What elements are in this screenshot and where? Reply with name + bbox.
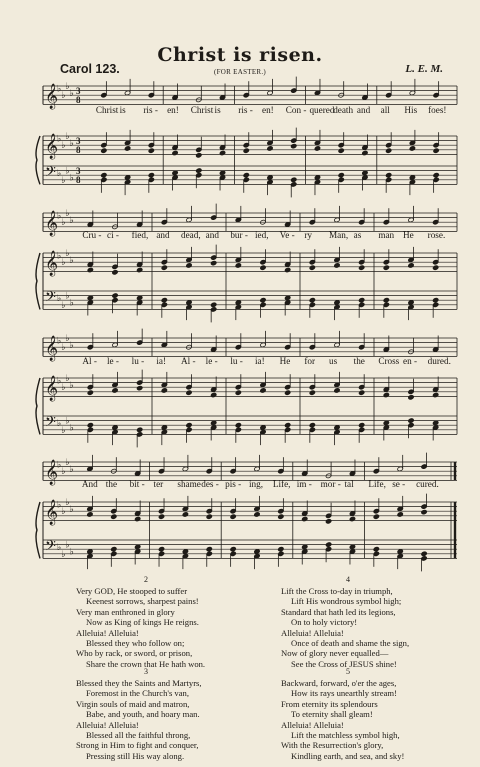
verse-line: Very GOD, He stooped to suffer <box>76 586 188 596</box>
lyric-syllable: fied, <box>131 230 149 240</box>
note-head <box>112 270 118 275</box>
lyric-syllable: en! <box>262 105 274 115</box>
note-head <box>358 390 364 395</box>
verse-3 <box>76 678 202 761</box>
flat-sign: ♭ <box>65 249 70 259</box>
note-head <box>278 546 284 551</box>
lyric-syllable: dured. <box>427 356 451 366</box>
verse-line: Keenest sorrows, sharpest pains! <box>86 596 199 607</box>
note-head <box>314 146 320 151</box>
note-head <box>186 422 192 427</box>
lyric-syllable: ia! <box>255 356 265 366</box>
flat-sign: ♭ <box>61 507 66 518</box>
clef-glyph: 𝄞 <box>45 460 59 485</box>
verse-4 <box>281 586 409 669</box>
flat-sign: ♭ <box>57 251 62 262</box>
flat-sign: ♭ <box>65 458 70 468</box>
note-head <box>111 514 117 519</box>
note-head <box>309 422 315 427</box>
flat-sign: ♭ <box>57 542 62 553</box>
verse-line: With the Resurrection's glory, <box>281 740 384 751</box>
note-head <box>421 551 427 556</box>
verse-line: On to holy victory! <box>291 617 358 628</box>
note-head <box>373 514 379 519</box>
clef-glyph: 𝄢 <box>45 164 56 184</box>
flat-sign: ♭ <box>65 540 70 551</box>
note-head <box>87 549 93 554</box>
note-head <box>334 388 340 393</box>
note-head <box>219 170 225 175</box>
note-head <box>291 177 297 182</box>
flat-sign: ♭ <box>61 467 66 478</box>
note-head <box>87 295 93 300</box>
note-head <box>161 297 167 302</box>
staff-brace <box>36 136 40 184</box>
time-signature-bottom: 8 <box>76 175 81 185</box>
flat-sign: ♭ <box>65 82 70 92</box>
note-head <box>148 148 154 153</box>
flat-sign: ♭ <box>57 336 62 347</box>
flat-sign: ♭ <box>61 549 66 560</box>
note-head <box>230 546 236 551</box>
note-head <box>338 148 344 153</box>
verse-line: Kindling earth, and sea, and sky! <box>291 750 405 761</box>
note-head <box>182 512 188 517</box>
lyric-syllable: quered <box>309 105 335 115</box>
lyric-syllable: Con - <box>285 105 307 115</box>
verse-line: Lift the Cross to-day in triumph, <box>281 586 393 596</box>
note-head <box>172 170 178 175</box>
note-head <box>383 297 389 302</box>
flat-sign: ♭ <box>65 291 70 302</box>
note-head <box>182 549 188 554</box>
note-head <box>325 519 331 524</box>
verse-line: Once of death and shame the sign, <box>291 638 410 649</box>
verse-line: Who by rack, or sword, or prison, <box>76 648 193 659</box>
note-head <box>161 425 167 430</box>
time-signature-top: 3 <box>76 86 81 96</box>
note-head <box>148 172 154 177</box>
note-head <box>284 422 290 427</box>
note-head <box>158 546 164 551</box>
lyric-syllable: foes! <box>428 105 447 115</box>
note-head <box>278 514 284 519</box>
flat-sign: ♭ <box>69 138 74 149</box>
time-signature-bottom: 8 <box>76 95 81 105</box>
flat-sign: ♭ <box>57 211 62 222</box>
note-head <box>408 395 414 400</box>
flat-sign: ♭ <box>61 175 66 186</box>
note-head <box>136 427 142 432</box>
note-head <box>254 512 260 517</box>
flat-sign: ♭ <box>65 334 70 344</box>
lyric-syllable: and <box>156 230 170 240</box>
flat-sign: ♭ <box>57 293 62 304</box>
verse-5 <box>281 678 404 761</box>
lyric-syllable: Man, <box>329 230 349 240</box>
note-head <box>254 549 260 554</box>
note-head <box>243 148 249 153</box>
lyric-syllable: all <box>380 105 390 115</box>
time-signature-top: 3 <box>76 136 81 146</box>
note-head <box>210 420 216 425</box>
note-head <box>260 388 266 393</box>
note-head <box>219 150 225 155</box>
lyric-syllable: Life, <box>368 479 386 489</box>
note-head <box>112 293 118 298</box>
note-head <box>362 170 368 175</box>
note-head <box>334 425 340 430</box>
note-head <box>161 388 167 393</box>
clef-glyph: 𝄞 <box>45 211 59 236</box>
note-head <box>397 512 403 517</box>
lyric-syllable: And <box>81 479 98 489</box>
lyric-syllable: His <box>404 105 418 115</box>
note-head <box>432 297 438 302</box>
verse-line: Lift His wondrous symbol high; <box>291 596 402 607</box>
note-head <box>349 516 355 521</box>
verse-line: Foremost in the Church's van, <box>86 688 189 699</box>
clef-glyph: 𝄢 <box>45 289 56 309</box>
verse-line: Now as King of kings He reigns. <box>86 617 199 628</box>
note-head <box>334 263 340 268</box>
flat-sign: ♭ <box>69 255 74 266</box>
flat-sign: ♭ <box>65 498 70 508</box>
lyric-syllable: tal <box>344 479 354 489</box>
note-head <box>112 388 118 393</box>
flat-sign: ♭ <box>61 258 66 269</box>
verse-line: Standard that hath led its legions, <box>281 606 396 617</box>
lyric-syllable: death <box>333 105 354 115</box>
verse-line: Virgin souls of maid and matron, <box>76 698 190 709</box>
note-head <box>87 422 93 427</box>
note-head <box>302 544 308 549</box>
note-head <box>87 390 93 395</box>
lyric-syllable: man <box>378 230 395 240</box>
note-head <box>235 422 241 427</box>
lyric-syllable: se - <box>392 479 406 489</box>
lyric-syllable: Cru - <box>82 230 102 240</box>
lyric-syllable: pis - <box>225 479 242 489</box>
lyric-syllable: lu - <box>131 356 145 366</box>
flat-sign: ♭ <box>61 425 66 436</box>
lyric-syllable: and <box>205 230 219 240</box>
verse-line: Alleluia! Alleluia! <box>76 627 139 638</box>
lyric-syllable: ci - <box>107 230 119 240</box>
author-initials: L. E. M. <box>405 63 443 75</box>
lyric-syllable: the <box>353 356 365 366</box>
flat-sign: ♭ <box>69 380 74 391</box>
note-head <box>136 295 142 300</box>
lyric-syllable: Ve - <box>279 230 295 240</box>
verse-line: Backward, forward, o'er the ages, <box>281 678 397 688</box>
hymn-subtitle: (FOR EASTER.) <box>213 68 267 76</box>
flat-sign: ♭ <box>65 166 70 177</box>
lyric-syllable: bit - <box>129 479 145 489</box>
flat-sign: ♭ <box>69 88 74 99</box>
note-head <box>124 175 130 180</box>
note-head <box>309 265 315 270</box>
clef-glyph: 𝄞 <box>45 500 59 525</box>
lyric-syllable: Cross <box>378 356 400 366</box>
lyric-syllable: as <box>353 230 362 240</box>
note-head <box>408 418 414 423</box>
note-head <box>206 514 212 519</box>
note-head <box>362 150 368 155</box>
note-head <box>385 148 391 153</box>
lyric-syllable: bur - <box>230 230 248 240</box>
verse-line: Very man enthroned in glory <box>76 606 175 617</box>
flat-sign: ♭ <box>69 464 74 475</box>
lyric-syllable: the <box>105 479 118 489</box>
clef-glyph: 𝄞 <box>45 336 59 361</box>
flat-sign: ♭ <box>69 173 74 184</box>
note-head <box>235 263 241 268</box>
lyric-syllable: dead, <box>181 230 201 240</box>
verse-number-2: 2 <box>144 575 148 584</box>
flat-sign: ♭ <box>61 300 66 311</box>
verse-line: Alleluia! Alleluia! <box>281 719 344 730</box>
staff-brace <box>36 502 40 558</box>
verse-line: Pressing still His way along. <box>86 750 185 761</box>
flat-sign: ♭ <box>65 132 70 142</box>
flat-sign: ♭ <box>69 547 74 558</box>
flat-sign: ♭ <box>57 500 62 511</box>
note-head <box>87 267 93 272</box>
note-head <box>235 300 241 305</box>
note-head <box>334 300 340 305</box>
note-head <box>358 297 364 302</box>
clef-glyph: 𝄞 <box>45 251 59 276</box>
note-head <box>206 546 212 551</box>
note-head <box>196 168 202 173</box>
note-head <box>284 267 290 272</box>
flat-sign: ♭ <box>61 91 66 102</box>
lyric-syllable: lu - <box>230 356 243 366</box>
hymn-title: Christ is risen. <box>157 44 323 66</box>
note-head <box>210 302 216 307</box>
flat-sign: ♭ <box>61 343 66 354</box>
note-head <box>408 263 414 268</box>
clef-glyph: 𝄞 <box>45 376 59 401</box>
note-head <box>385 172 391 177</box>
verse-number-3: 3 <box>144 667 148 676</box>
note-head <box>432 420 438 425</box>
verse-line: To eternity shall gleam! <box>291 709 373 720</box>
lyric-syllable: ia! <box>156 356 167 366</box>
flat-sign: ♭ <box>61 218 66 229</box>
note-head <box>210 260 216 265</box>
staff-brace <box>36 378 40 434</box>
note-head <box>325 542 331 547</box>
lyric-syllable: is <box>119 105 126 115</box>
note-head <box>302 516 308 521</box>
verse-line: From eternity its splendours <box>281 698 378 709</box>
note-head <box>409 175 415 180</box>
flat-sign: ♭ <box>65 374 70 384</box>
lyric-syllable: des - <box>201 479 219 489</box>
flat-sign: ♭ <box>69 298 74 309</box>
note-head <box>309 297 315 302</box>
lyric-syllable: mor - <box>320 479 341 489</box>
lyric-syllable: ris - <box>143 105 158 115</box>
lyric-syllable: Christ <box>95 105 119 115</box>
note-head <box>397 549 403 554</box>
clef-glyph: 𝄢 <box>45 414 56 434</box>
flat-sign: ♭ <box>57 376 62 387</box>
note-head <box>383 265 389 270</box>
note-head <box>338 172 344 177</box>
staff-brace <box>36 253 40 309</box>
note-head <box>230 514 236 519</box>
verse-line: Babe, and youth, and hoary man. <box>86 709 200 720</box>
verse-line: Strong in Him to fight and conquer, <box>76 740 199 751</box>
time-signature-top: 3 <box>76 166 81 176</box>
carol-number: Carol 123. <box>60 62 120 76</box>
lyric-syllable: and <box>356 105 371 115</box>
note-head <box>186 390 192 395</box>
lyric-syllable: us <box>329 356 338 366</box>
note-head <box>196 153 202 158</box>
verse-line: Alleluia! Alleluia! <box>281 627 344 638</box>
verse-line: Lift the matchless symbol high, <box>291 730 400 741</box>
note-head <box>358 422 364 427</box>
note-head <box>260 297 266 302</box>
lyric-syllable: Al - <box>82 356 97 366</box>
verse-line: Now of glory never equalled— <box>281 648 389 659</box>
note-head <box>349 544 355 549</box>
verse-line: Blessed all the faithful throng, <box>86 730 191 741</box>
flat-sign: ♭ <box>69 423 74 434</box>
note-head <box>172 150 178 155</box>
flat-sign: ♭ <box>57 460 62 471</box>
note-head <box>134 516 140 521</box>
verse-line: Share the crown that He hath won. <box>86 658 206 669</box>
note-head <box>314 175 320 180</box>
flat-sign: ♭ <box>69 504 74 515</box>
clef-glyph: 𝄞 <box>45 134 59 159</box>
flat-sign: ♭ <box>69 215 74 226</box>
verse-line: How its rays unearthly stream! <box>291 688 397 699</box>
lyric-syllable: en - <box>403 356 418 366</box>
lyric-syllable: cured. <box>416 479 439 489</box>
lyric-syllable: le - <box>205 356 218 366</box>
lyric-syllable: Life, <box>272 479 291 489</box>
note-head <box>432 392 438 397</box>
note-head <box>101 148 107 153</box>
note-head <box>284 390 290 395</box>
flat-sign: ♭ <box>61 383 66 394</box>
flat-sign: ♭ <box>57 168 62 179</box>
note-head <box>186 300 192 305</box>
flat-sign: ♭ <box>57 134 62 145</box>
note-head <box>87 512 93 517</box>
lyric-syllable: ter <box>153 479 164 489</box>
lyric-syllable: is <box>214 105 221 115</box>
note-head <box>421 509 427 514</box>
lyric-syllable: le - <box>107 356 119 366</box>
lyric-syllable: shame <box>177 479 201 489</box>
note-head <box>235 390 241 395</box>
flat-sign: ♭ <box>69 340 74 351</box>
verse-number-4: 4 <box>346 575 350 584</box>
note-head <box>260 265 266 270</box>
note-head <box>186 263 192 268</box>
clef-glyph: 𝄢 <box>45 538 56 558</box>
flat-sign: ♭ <box>57 84 62 95</box>
note-head <box>383 392 389 397</box>
note-head <box>243 172 249 177</box>
verse-line: Blessed they who follow on; <box>86 638 185 649</box>
note-head <box>433 172 439 177</box>
note-head <box>210 392 216 397</box>
verse-2 <box>76 586 205 669</box>
lyric-syllable: ris - <box>238 105 253 115</box>
lyric-syllable: ing, <box>249 479 264 489</box>
note-head <box>112 425 118 430</box>
note-head <box>267 146 273 151</box>
note-head <box>433 148 439 153</box>
note-head <box>373 546 379 551</box>
lyric-syllable: rose. <box>427 230 446 240</box>
note-head <box>134 544 140 549</box>
verse-line: See the Cross of JESUS shine! <box>291 658 397 669</box>
note-head <box>409 146 415 151</box>
lyric-syllable: Christ <box>190 105 214 115</box>
note-head <box>161 265 167 270</box>
lyric-syllable: ry <box>304 230 312 240</box>
lyric-syllable: en! <box>167 105 179 115</box>
lyric-syllable: for <box>304 356 316 366</box>
lyric-syllable: ied, <box>255 230 269 240</box>
lyric-syllable: im - <box>296 479 312 489</box>
flat-sign: ♭ <box>57 418 62 429</box>
lyric-syllable: He <box>403 230 414 240</box>
note-head <box>101 172 107 177</box>
note-head <box>136 385 142 390</box>
note-head <box>408 300 414 305</box>
verse-number-5: 5 <box>346 667 350 676</box>
note-head <box>383 420 389 425</box>
note-head <box>358 265 364 270</box>
note-head <box>111 546 117 551</box>
time-signature-bottom: 8 <box>76 145 81 155</box>
lyric-syllable: Al - <box>181 356 196 366</box>
note-head <box>260 425 266 430</box>
note-head <box>124 146 130 151</box>
verse-line: Blessed they the Saints and Martyrs, <box>76 678 202 688</box>
note-head <box>432 265 438 270</box>
flat-sign: ♭ <box>65 209 70 219</box>
lyric-syllable: He <box>279 356 291 366</box>
note-head <box>309 390 315 395</box>
flat-sign: ♭ <box>61 141 66 152</box>
note-head <box>284 295 290 300</box>
note-head <box>291 143 297 148</box>
note-head <box>158 514 164 519</box>
note-head <box>267 175 273 180</box>
verse-line: Alleluia! Alleluia! <box>76 719 139 730</box>
flat-sign: ♭ <box>65 416 70 427</box>
clef-glyph: 𝄞 <box>45 84 59 109</box>
note-head <box>136 267 142 272</box>
